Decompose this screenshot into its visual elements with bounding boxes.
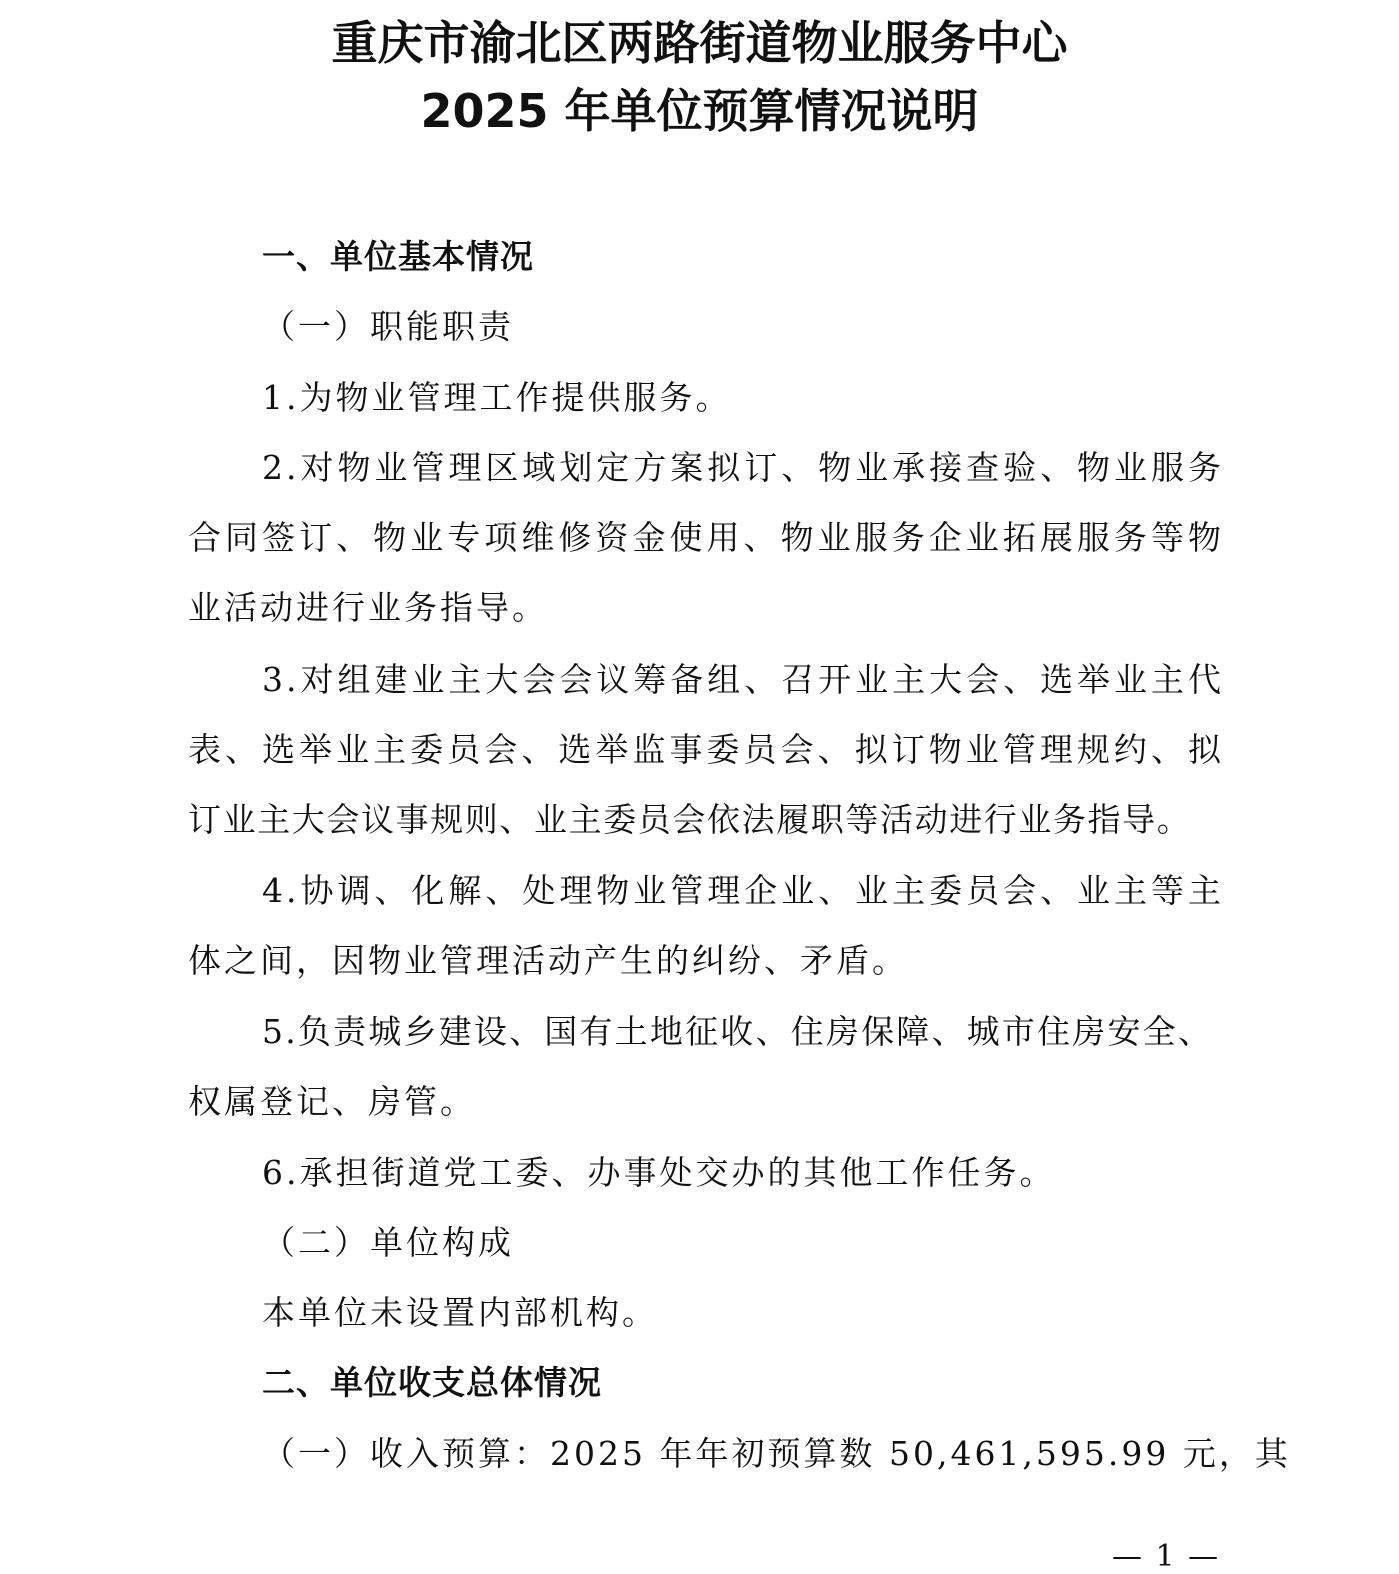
- subsection-heading-composition: （二）单位构成: [262, 1223, 514, 1262]
- duty-item-2-line-3: 业活动进行业务指导。: [188, 588, 548, 627]
- duty-item-4-line-2: 体之间，因物业管理活动产生的纠纷、矛盾。: [188, 941, 908, 980]
- duty-item-1: 1.为物业管理工作提供服务。: [262, 378, 732, 417]
- revenue-budget-text: （一）收入预算：2025 年年初预算数 50,461,595.99 元，其: [262, 1434, 1291, 1473]
- duty-item-4-line-1: 4.协调、化解、处理物业管理企业、业主委员会、业主等主: [262, 871, 1224, 910]
- duty-item-3-line-3: 订业主大会议事规则、业主委员会依法履职等活动进行业务指导。: [188, 800, 1192, 839]
- duty-item-3-line-1: 3.对组建业主大会会议筹备组、召开业主大会、选举业主代: [262, 660, 1224, 699]
- page-number: — 1 —: [1112, 1539, 1221, 1574]
- duty-item-2-line-1: 2.对物业管理区域划定方案拟订、物业承接查验、物业服务: [262, 448, 1224, 487]
- duty-item-3-line-2: 表、选举业主委员会、选举监事委员会、拟订物业管理规约、拟: [188, 730, 1224, 769]
- section-heading-revenue-expenditure: 二、单位收支总体情况: [262, 1363, 602, 1402]
- duty-item-2-line-2: 合同签订、物业专项维修资金使用、物业服务企业拓展服务等物: [188, 518, 1224, 557]
- duty-item-5-line-1: 5.负责城乡建设、国有土地征收、住房保障、城市住房安全、: [262, 1012, 1214, 1051]
- duty-item-6: 6.承担街道党工委、办事处交办的其他工作任务。: [262, 1153, 1056, 1192]
- composition-text: 本单位未设置内部机构。: [262, 1293, 658, 1332]
- section-heading-basic-info: 一、单位基本情况: [262, 237, 534, 276]
- duty-item-5-line-2: 权属登记、房管。: [188, 1082, 476, 1121]
- subsection-heading-duties: （一）职能职责: [262, 307, 514, 346]
- document-title-line-1: 重庆市渝北区两路街道物业服务中心: [331, 16, 1068, 70]
- document-title-line-2: 2025 年单位预算情况说明: [420, 84, 979, 138]
